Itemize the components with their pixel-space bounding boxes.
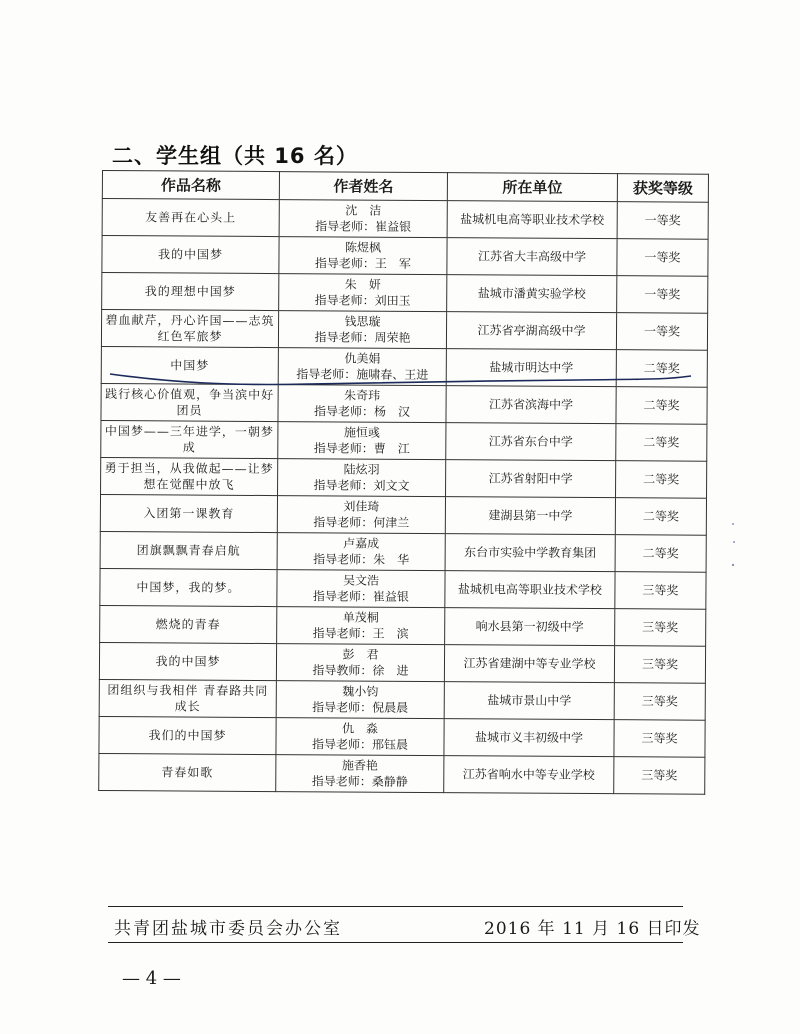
author-name: 单茂桐 xyxy=(342,610,379,625)
table-row xyxy=(101,310,707,351)
author-name: 吴文浩 xyxy=(342,573,380,588)
award-level-cell: 二等奖 xyxy=(616,387,707,425)
table-row xyxy=(99,716,705,757)
author-cell xyxy=(277,496,445,534)
work-title-cell: 勇于担当，从我做起——让梦想在觉醒中放飞 xyxy=(101,457,278,495)
author-cell xyxy=(276,755,444,793)
table-row xyxy=(100,531,706,572)
advisor-name: 指导老师：刘文文 xyxy=(313,478,410,493)
author-name: 卢嘉成 xyxy=(343,536,380,551)
author-cell xyxy=(276,718,444,756)
unit-cell: 东台市实验中学教育集团 xyxy=(445,534,615,572)
author-cell xyxy=(278,311,446,349)
author-name: 刘佳琦 xyxy=(343,499,380,514)
unit-cell: 响水县第一初级中学 xyxy=(445,608,615,646)
table-header-row xyxy=(102,171,708,203)
unit-cell: 盐城市义丰初级中学 xyxy=(444,719,614,757)
award-level-cell: 三等奖 xyxy=(615,609,706,647)
header-award-level: 获奖等级 xyxy=(617,174,708,203)
advisor-name: 指导老师：何津兰 xyxy=(313,515,410,530)
unit-cell: 江苏省射阳中学 xyxy=(446,460,616,498)
advisor-name: 指导老师：周荣艳 xyxy=(314,330,411,345)
advisor-name: 指导老师：杨 汉 xyxy=(313,404,411,419)
table-row xyxy=(99,753,705,794)
awards-table xyxy=(98,170,709,795)
header-author-name: 作者姓名 xyxy=(279,172,447,201)
advisor-name: 指导老师：崔益银 xyxy=(315,219,412,234)
unit-cell: 江苏省大丰高级中学 xyxy=(447,238,617,276)
award-level-cell: 三等奖 xyxy=(614,720,705,758)
table-row xyxy=(100,568,706,609)
unit-cell: 盐城机电高等职业技术学校 xyxy=(447,201,617,239)
table-row xyxy=(101,457,707,498)
margin-specks xyxy=(730,520,738,570)
table-row xyxy=(99,679,705,720)
table-row xyxy=(102,236,708,277)
unit-cell: 江苏省亭湖高级中学 xyxy=(446,312,616,350)
table-row xyxy=(101,346,707,387)
advisor-name: 指导老师：崔益银 xyxy=(312,589,409,604)
award-level-cell: 一等奖 xyxy=(616,313,707,351)
advisor-name: 指导老师：刘田玉 xyxy=(314,293,411,308)
award-level-cell: 三等奖 xyxy=(614,757,705,795)
award-level-cell: 一等奖 xyxy=(617,239,708,277)
author-name: 朱奇玮 xyxy=(344,388,381,403)
unit-cell: 江苏省建湖中等专业学校 xyxy=(444,645,614,683)
advisor-name: 指导老师：桑静静 xyxy=(311,774,408,789)
author-name: 沈 洁 xyxy=(345,203,382,218)
advisor-name: 指导老师：王 军 xyxy=(314,256,411,271)
advisor-name: 指导老师：邢钰晨 xyxy=(311,737,409,752)
award-level-cell: 三等奖 xyxy=(614,683,705,721)
author-name: 仇美娟 xyxy=(344,351,381,366)
header-unit: 所在单位 xyxy=(447,173,617,202)
author-cell xyxy=(278,385,446,423)
advisor-name: 指导老师：倪晨晨 xyxy=(312,700,409,715)
section-title: 二、学生组（共 16 名） xyxy=(112,144,358,168)
author-name: 陆炫羽 xyxy=(343,462,380,477)
award-level-cell: 二等奖 xyxy=(615,498,706,536)
author-cell xyxy=(279,200,447,238)
author-name: 施恒彧 xyxy=(343,425,380,440)
table-row xyxy=(101,420,707,461)
footer-top-rule xyxy=(108,906,683,907)
work-title-cell: 碧血献芹，丹心许国——志筑红色军旅梦 xyxy=(101,310,278,348)
award-level-cell: 一等奖 xyxy=(617,202,708,240)
unit-cell: 盐城市潘黄实验学校 xyxy=(447,275,617,313)
author-cell xyxy=(277,570,445,608)
work-title-cell: 友善再在心头上 xyxy=(102,199,279,237)
author-cell xyxy=(278,459,446,497)
author-name: 彭 君 xyxy=(342,647,379,662)
work-title-cell: 中国梦——三年进学，一朝梦成 xyxy=(101,420,278,458)
award-level-cell: 三等奖 xyxy=(614,646,705,684)
award-level-cell: 二等奖 xyxy=(615,535,706,573)
author-cell xyxy=(276,644,444,682)
award-level-cell: 二等奖 xyxy=(616,461,707,499)
author-cell xyxy=(277,533,445,571)
unit-cell: 盐城市景山中学 xyxy=(444,682,614,720)
author-name: 施香艳 xyxy=(341,758,378,773)
unit-cell: 江苏省响水中等专业学校 xyxy=(444,756,614,794)
work-title-cell: 团旗飘飘青春启航 xyxy=(100,531,277,569)
advisor-name: 指导老师：施啸春、王进 xyxy=(296,367,429,382)
unit-cell: 江苏省东台中学 xyxy=(446,423,616,461)
work-title-cell: 我的理想中国梦 xyxy=(102,273,279,311)
work-title-cell: 中国梦，我的梦。 xyxy=(100,568,277,606)
work-title-cell: 我们的中国梦 xyxy=(99,716,276,754)
work-title-cell: 燃烧的青春 xyxy=(100,605,277,643)
award-level-cell: 二等奖 xyxy=(616,350,707,388)
footer-print-date: 2016 年 11 月 16 日印发 xyxy=(484,919,701,939)
advisor-name: 指导老师：朱 华 xyxy=(313,552,410,567)
work-title-cell: 入团第一课教育 xyxy=(100,494,277,532)
header-work-title: 作品名称 xyxy=(102,171,279,200)
award-level-cell: 三等奖 xyxy=(615,572,706,610)
work-title-cell: 我的中国梦 xyxy=(102,236,279,274)
table-row xyxy=(101,383,707,424)
table-row xyxy=(99,642,705,683)
table-row xyxy=(102,199,708,240)
work-title-cell: 青春如歌 xyxy=(99,753,276,791)
table-row xyxy=(100,605,706,646)
author-cell xyxy=(278,348,446,386)
work-title-cell: 团组织与我相伴 青春路共同成长 xyxy=(99,679,276,717)
advisor-name: 指导老师：曹 江 xyxy=(313,441,410,456)
author-name: 魏小钧 xyxy=(342,684,379,699)
author-cell xyxy=(278,422,446,460)
award-level-cell: 一等奖 xyxy=(617,276,708,314)
work-title-cell: 我的中国梦 xyxy=(99,642,276,680)
unit-cell: 建湖县第一中学 xyxy=(445,497,615,535)
footer-organization: 共青团盐城市委员会办公室 xyxy=(114,919,342,939)
unit-cell: 江苏省滨海中学 xyxy=(446,386,616,424)
page-number: — 4 — xyxy=(122,968,181,989)
table-row xyxy=(100,494,706,535)
unit-cell: 盐城市明达中学 xyxy=(446,349,616,387)
author-cell xyxy=(279,237,447,275)
award-level-cell: 二等奖 xyxy=(616,424,707,462)
advisor-name: 指导老师：王 滨 xyxy=(312,626,409,641)
author-name: 陈煜枫 xyxy=(344,240,382,255)
work-title-cell: 中国梦 xyxy=(101,346,278,384)
author-name: 仇 淼 xyxy=(342,721,379,736)
author-cell xyxy=(276,681,444,719)
author-cell xyxy=(279,274,447,312)
work-title-cell: 践行核心价值观，争当滨中好团员 xyxy=(101,383,278,421)
author-name: 钱思璇 xyxy=(344,314,381,329)
unit-cell: 盐城机电高等职业技术学校 xyxy=(445,571,615,609)
advisor-name: 指导教师：徐 进 xyxy=(312,663,409,678)
table-row xyxy=(102,273,708,314)
footer-bottom-rule xyxy=(108,942,683,943)
author-name: 朱 妍 xyxy=(344,277,381,292)
author-cell xyxy=(277,607,445,645)
